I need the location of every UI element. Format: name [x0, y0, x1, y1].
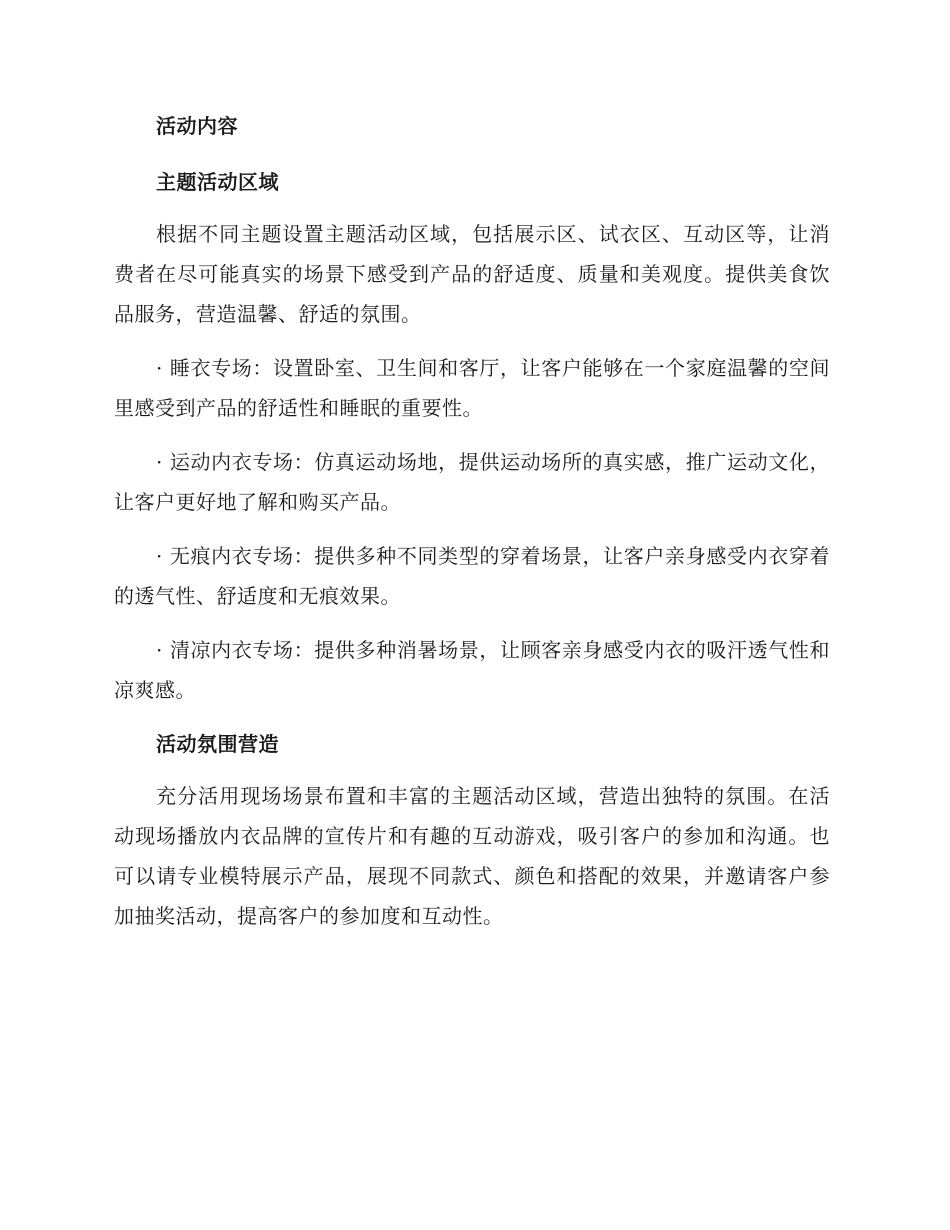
bullet-seamless-underwear: · 无痕内衣专场：提供多种不同类型的穿着场景，让客户亲身感受内衣穿着的透气性、舒适度和无痕效果。	[114, 544, 830, 608]
bullet-pajamas: · 睡衣专场：设置卧室、卫生间和客厅，让客户能够在一个家庭温馨的空间里感受到产品的舒适性和睡眠的重要性。	[114, 356, 830, 420]
paragraph-atmosphere: 充分活用现场场景布置和丰富的主题活动区域，营造出独特的氛围。在活动现场播放内衣品牌的宣传片和有趣的互动游戏，吸引客户的参加和沟通。也可以请专业模特展示产品，展现不同款式、颜色和搭配的效果，并邀请客户参加抽奖活动，提高客户的参加度和互动性。	[114, 784, 830, 928]
bullet-cool-underwear: · 清凉内衣专场：提供多种消暑场景，让顾客亲身感受内衣的吸汗透气性和凉爽感。	[114, 638, 830, 702]
heading-theme-zone: 主题活动区域	[156, 170, 279, 194]
heading-activity-content: 活动内容	[156, 114, 238, 138]
heading-atmosphere: 活动氛围营造	[156, 732, 279, 756]
document-body	[114, 104, 830, 936]
bullet-sports-underwear: · 运动内衣专场：仿真运动场地，提供运动场所的真实感，推广运动文化，让客户更好地了解和购买产品。	[114, 450, 830, 514]
paragraph-theme-zone: 根据不同主题设置主题活动区域，包括展示区、试衣区、互动区等，让消费者在尽可能真实的场景下感受到产品的舒适度、质量和美观度。提供美食饮品服务，营造温馨、舒适的氛围。	[114, 222, 830, 326]
